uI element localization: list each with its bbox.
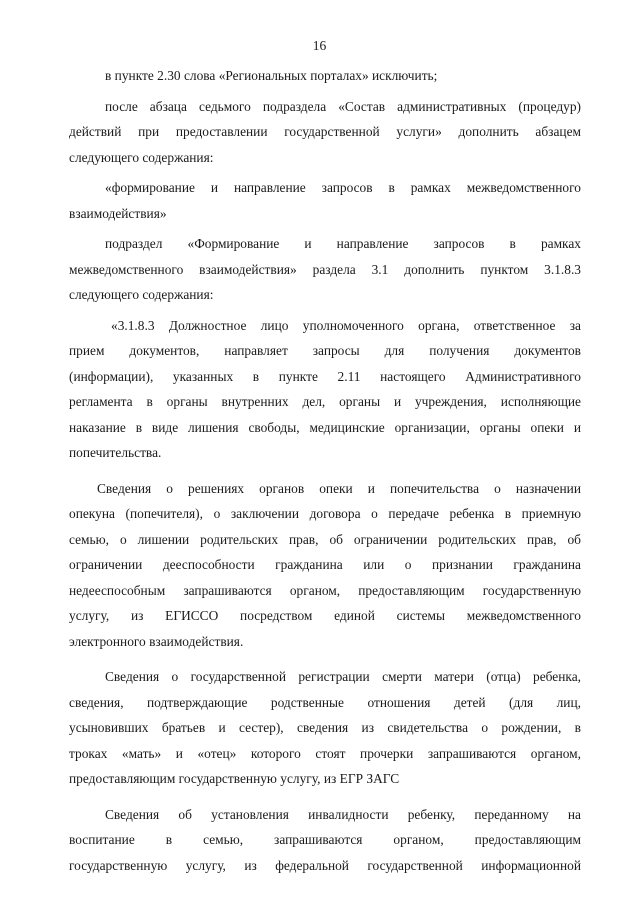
- text-line: следующего содержания:: [69, 287, 214, 302]
- text-line: следующего содержания:: [69, 149, 214, 165]
- text-line: государственную услугу, из федеральной государственной информационной: [69, 857, 581, 873]
- text-line: Сведения о государственной регистрации смерти матери (отца) ребенка,: [105, 669, 581, 684]
- text-line: взаимодействия»: [69, 205, 167, 221]
- text-line: сведения, подтверждающие родственные отношения детей (для лиц,: [69, 694, 581, 710]
- text-line: «формирование и направление запросов в рамках межведомственного: [105, 180, 581, 195]
- text-line: регламента в органы внутренних дел, органы и учреждения, исполняющие: [69, 394, 581, 409]
- text-line: попечительства.: [69, 445, 162, 460]
- text-line: (информации), указанных в пункте 2.11 настоящего Административного: [69, 368, 581, 384]
- text-line: недееспособным запрашиваются органом, предоставляющим государственную: [69, 582, 581, 598]
- text-line: Сведения об установления инвалидности ребенку, переданному на: [105, 806, 581, 822]
- text-line: электронного взаимодействия.: [69, 633, 244, 649]
- text-line: действий при предоставлении государственной услуги» дополнить абзацем: [69, 124, 581, 139]
- text-line: усыновивших братьев и сестер), сведения из свидетельства о рождении, в: [69, 720, 581, 735]
- document-body: [69, 63, 581, 878]
- text-line: после абзаца седьмого подраздела «Состав административных (процедур): [105, 98, 581, 114]
- text-line: Сведения о решениях органов опеки и попечительства о назначении: [97, 480, 581, 496]
- text-line: троках «мать» и «отец» которого стоят прочерки запрашиваются органом,: [69, 745, 581, 761]
- text-line: наказание в виде лишения свободы, медицинские организации, органы опеки и: [69, 419, 581, 435]
- text-line: опекуна (попечителя), о заключении договора о передаче ребенка в приемную: [69, 506, 581, 521]
- text-line: подраздел «Формирование и направление запросов в рамках: [105, 236, 581, 251]
- text-line: услугу, из ЕГИССО посредством единой системы межведомственного: [69, 608, 581, 623]
- text-line: межведомственного взаимодействия» раздела 3.1 дополнить пунктом 3.1.8.3: [69, 261, 581, 277]
- text-line: ограничении дееспособности гражданина или о признании гражданина: [69, 557, 581, 572]
- page-number: 16: [312, 38, 327, 53]
- text-line: воспитание в семью, запрашиваются органом, предоставляющим: [69, 832, 581, 847]
- text-line: семью, о лишении родительских прав, об ограничении родительских прав, об: [69, 531, 581, 547]
- text-line: предоставляющим государственную услугу, из ЕГР ЗАГС: [69, 771, 400, 786]
- text-line: в пункте 2.30 слова «Региональных порталах» исключить;: [105, 68, 438, 83]
- text-line: прием документов, направляет запросы для получения документов: [69, 343, 581, 358]
- text-line: «3.1.8.3 Должностное лицо уполномоченного органа, ответственное за: [111, 317, 581, 333]
